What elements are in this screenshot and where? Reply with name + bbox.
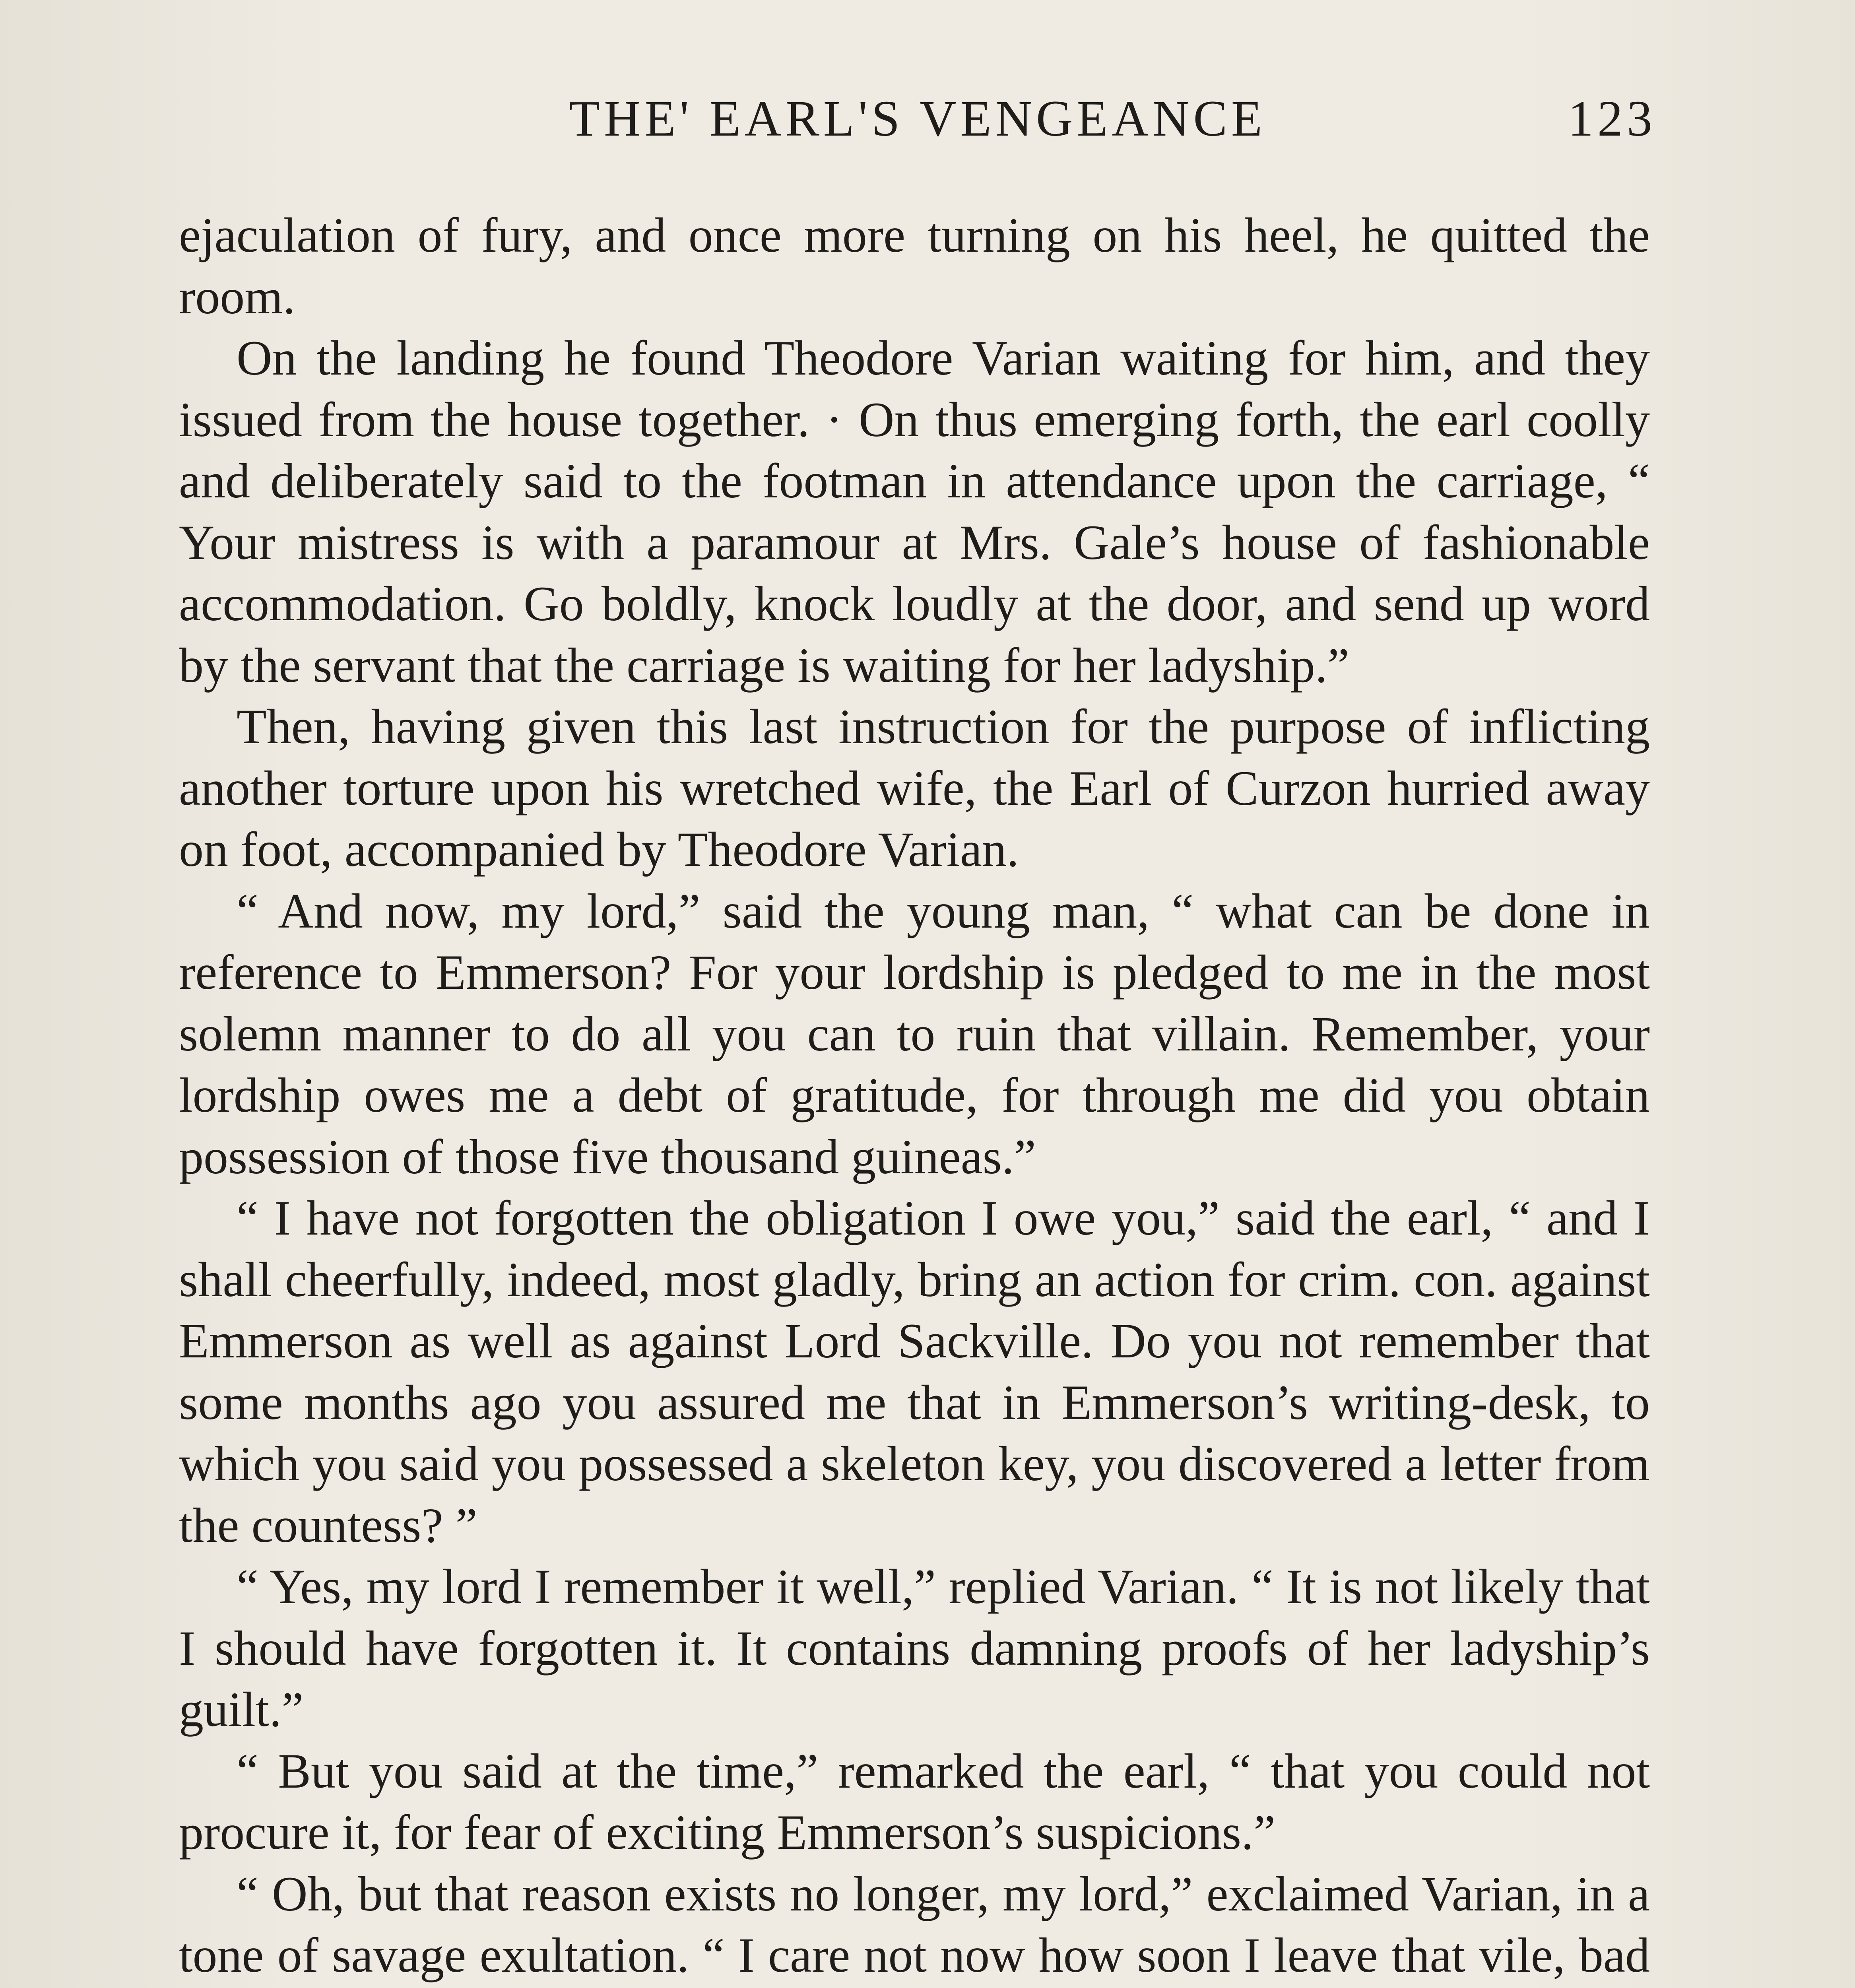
running-title: THE' EARL'S VENGEANCE: [569, 90, 1267, 147]
paragraph: “ Yes, my lord I remember it well,” replied Varian. “ It is not likely that I should have forgotten it. It contains damning proofs of her ladyship’s guilt.”: [179, 1559, 1650, 1737]
paragraph: “ I have not forgotten the obligation I owe you,” said the earl, “ and I shall cheerfully, indeed, most gladly, bring an action for crim. con. against Emmerson as well as against Lord Sackville. Do you not remember that some months ago you assured me that in Emmerson’s writing-desk, to which you said you possessed a skeleton key, you discovered a letter from the countess? ”: [179, 1191, 1650, 1553]
running-head: [179, 89, 1656, 157]
paragraph: “ But you said at the time,” remarked the earl, “ that you could not procure it, for fear of exciting Emmerson’s suspicions.”: [179, 1743, 1650, 1860]
paragraph: “ And now, my lord,” said the young man, “ what can be done in reference to Emmerson? For your lordship is pledged to me in the most solemn manner to do all you can to ruin that villain. Remember, your lordship owes me a debt of gratitude, for through me did you obtain possession of those five thousand guineas.”: [179, 883, 1650, 1184]
body-text: [179, 205, 1650, 1988]
page-number: 123: [1568, 90, 1656, 147]
paragraph: On the landing he found Theodore Varian waiting for him, and they issued from the house together. · On thus emerging forth, the earl coolly and deliberately said to the footman in attendance upon the carriage, “ Your mistress is with a paramour at Mrs. Gale’s house of fashionable accommodation. Go boldly, knock loudly at the door, and send up word by the servant that the carriage is waiting for her ladyship.”: [179, 331, 1650, 693]
paragraph-continuation: ejaculation of fury, and once more turning on his heel, he quitted the room.: [179, 208, 1650, 324]
paragraph: “ Oh, but that reason exists no longer, my lord,” exclaimed Varian, in a tone of savage exultation. “ I care not now how soon I leave that vile, bad: [179, 1866, 1650, 1982]
paragraph: Then, having given this last instruction for the purpose of inflicting another torture upon his wretched wife, the Earl of Curzon hurried away on foot, accompanied by Theodore Varian.: [179, 699, 1650, 877]
